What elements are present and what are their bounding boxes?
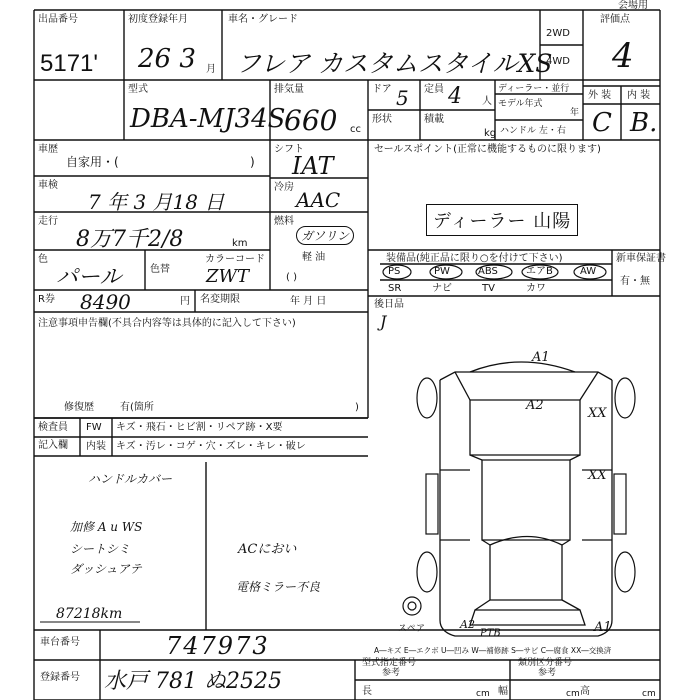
fuel-value: ガソリン	[296, 226, 354, 245]
equip-tv: TV	[482, 283, 495, 294]
fw-text: キズ・飛石・ヒビ割・リペア跡・X要	[116, 422, 283, 433]
model-num-sub: 参考	[382, 668, 401, 678]
class-num-sub: 参考	[538, 668, 557, 678]
load-unit: kg	[484, 128, 497, 139]
reg-value: 水戸 781 ぬ2525	[104, 669, 282, 694]
model-value: フレア カスタムスタイルXS	[236, 49, 553, 78]
mark-rear-a1: A1	[594, 620, 612, 635]
fuel-label: 燃料	[274, 216, 294, 227]
load-label: 積載	[424, 114, 444, 125]
recycle-unit: 円	[180, 296, 190, 307]
model-num-label: 型式指定番号	[362, 658, 417, 668]
inspection-label: 車検	[38, 180, 58, 191]
chassis-label: 車台番号	[40, 637, 80, 648]
mark-hood-a2: A2	[526, 398, 544, 413]
lot-number: 5171'	[40, 50, 98, 77]
recycle-value: 8490	[80, 290, 131, 314]
inspector-note-5: 87218km	[56, 606, 123, 622]
shape-label: 形状	[372, 114, 392, 125]
doors-value: 5	[396, 86, 409, 110]
first-reg-label: 初度登録年月	[128, 14, 188, 25]
inspector-note-2: 加修 A u WS	[70, 520, 143, 534]
doors-label: ドア	[372, 84, 392, 95]
mark-front-a1: A1	[532, 350, 550, 365]
drive-4wd: 4WD	[546, 56, 570, 67]
mark-rear-a2: A2	[460, 618, 475, 631]
aftermarket-label: 後日品	[374, 299, 404, 310]
equip-airbag: エアB	[526, 266, 553, 277]
dim-height: 高	[580, 686, 590, 697]
reg-label: 登録番号	[40, 672, 80, 683]
displacement-unit: cc	[350, 124, 361, 135]
dealer-label: ディーラー・並行	[498, 84, 570, 94]
spare-label: スペア	[398, 624, 426, 634]
notes-label: 注意事項申告欄(不具合内容等は具体的に記入して下さい)	[38, 318, 296, 329]
mileage-label: 走行	[38, 216, 58, 227]
shift-label: シフト	[274, 144, 304, 155]
inspector-label-2: 記入欄	[38, 440, 68, 451]
displacement-value: 660	[284, 104, 338, 137]
color-change-label: 色替	[150, 264, 170, 275]
color-code-value: ZWT	[206, 266, 250, 287]
corner-text: 会場用	[618, 0, 648, 11]
name-change-label: 名変期限	[200, 294, 240, 305]
dim-length-unit: cm	[476, 689, 490, 699]
color-value: パール	[56, 265, 122, 290]
shift-value: IAT	[292, 152, 334, 180]
equip-ps: PS	[388, 266, 401, 277]
ptb-label: PTB	[480, 628, 501, 639]
equip-sr: SR	[388, 283, 402, 294]
dealer-stamp: ディーラー 山陽	[426, 204, 578, 236]
mark-door-xx: XX	[588, 468, 607, 483]
int-text: キズ・汚レ・コゲ・穴・ズレ・キレ・破レ	[116, 441, 306, 452]
dim-length: 長	[362, 686, 372, 697]
model-year-unit: 年	[570, 108, 580, 118]
equip-navi: ナビ	[432, 283, 452, 294]
equip-label: 装備品(純正品に限り○を付けて下さい)	[386, 253, 563, 264]
equip-pw: PW	[434, 266, 450, 277]
model-year-label: モデル年式	[498, 99, 543, 109]
mileage-unit: km	[232, 238, 248, 249]
exterior-label: 外 装	[588, 90, 612, 101]
capacity-unit: 人	[482, 96, 492, 107]
fuel-paren: ( )	[286, 272, 297, 283]
class-num-label: 類別区分番号	[518, 658, 573, 668]
inspector-note-1: ハンドルカバー	[88, 472, 173, 486]
mark-fender-xx: XX	[588, 406, 607, 421]
interior-label: 内 装	[627, 90, 651, 101]
type-value: DBA-MJ34S	[130, 104, 286, 134]
dim-height-unit: cm	[642, 689, 656, 699]
exterior-value: C	[592, 108, 612, 138]
inspector-note-right-1: ACにおい	[238, 542, 297, 557]
interior-value: B.	[630, 108, 658, 138]
history-value: 自家用・(	[66, 155, 119, 169]
color-code-label: カラーコード	[205, 254, 265, 265]
grade-label: 評価点	[600, 14, 630, 25]
dim-width-unit: cm	[566, 689, 580, 699]
grade-value: 4	[612, 36, 634, 76]
fuel-diesel: 軽 油	[302, 252, 326, 263]
name-change-value: 年 月 日	[290, 296, 327, 307]
displacement-label: 排気量	[274, 84, 304, 95]
equip-abs: ABS	[478, 266, 498, 277]
handle-label: ハンドル 左・右	[500, 126, 566, 136]
first-reg-value: 26 3	[138, 44, 196, 74]
ac-label: 冷房	[274, 182, 294, 193]
repair-label: 修復歴	[64, 402, 94, 413]
dim-width: 幅	[498, 686, 508, 697]
first-reg-unit: 月	[206, 64, 216, 75]
drive-2wd: 2WD	[546, 28, 570, 39]
model-label: 車名・グレード	[228, 14, 298, 25]
damage-legend: A―キズ E―エクボ U―凹み W―補修跡 S―サビ C―腐食 XX―交換済	[374, 646, 612, 655]
chassis-value: 747973	[166, 632, 270, 660]
warranty-label: 新車保証書	[616, 253, 666, 264]
ac-value: AAC	[296, 188, 341, 212]
recycle-label: R券	[38, 294, 55, 305]
capacity-value: 4	[448, 84, 462, 109]
int-label: 内装	[86, 441, 106, 452]
aftermarket-value: J	[380, 312, 387, 331]
inspector-note-3: シートシミ	[70, 542, 131, 556]
repair-close: )	[355, 402, 359, 413]
inspection-value: 7 年 3 月18 日	[88, 190, 225, 214]
capacity-label: 定員	[424, 84, 444, 95]
history-label: 車歴	[38, 144, 58, 155]
inspector-note-right-2: 電格ミラー不良	[236, 580, 321, 594]
equip-leather: カワ	[526, 283, 546, 294]
equip-aw: AW	[580, 266, 597, 277]
inspector-label-1: 検査員	[38, 422, 68, 433]
repair-value: 有(箇所	[120, 402, 154, 413]
sales-label: セールスポイント(正常に機能するものに限ります)	[374, 144, 601, 155]
mileage-value: 8万7千2/8	[76, 227, 184, 252]
lot-label: 出品番号	[38, 14, 78, 25]
inspector-note-4: ダッシュアテ	[70, 562, 142, 576]
fw-label: FW	[86, 422, 102, 433]
type-label: 型式	[128, 84, 148, 95]
history-close: )	[250, 155, 255, 169]
color-label: 色	[38, 254, 48, 265]
warranty-value: 有・無	[620, 276, 650, 287]
